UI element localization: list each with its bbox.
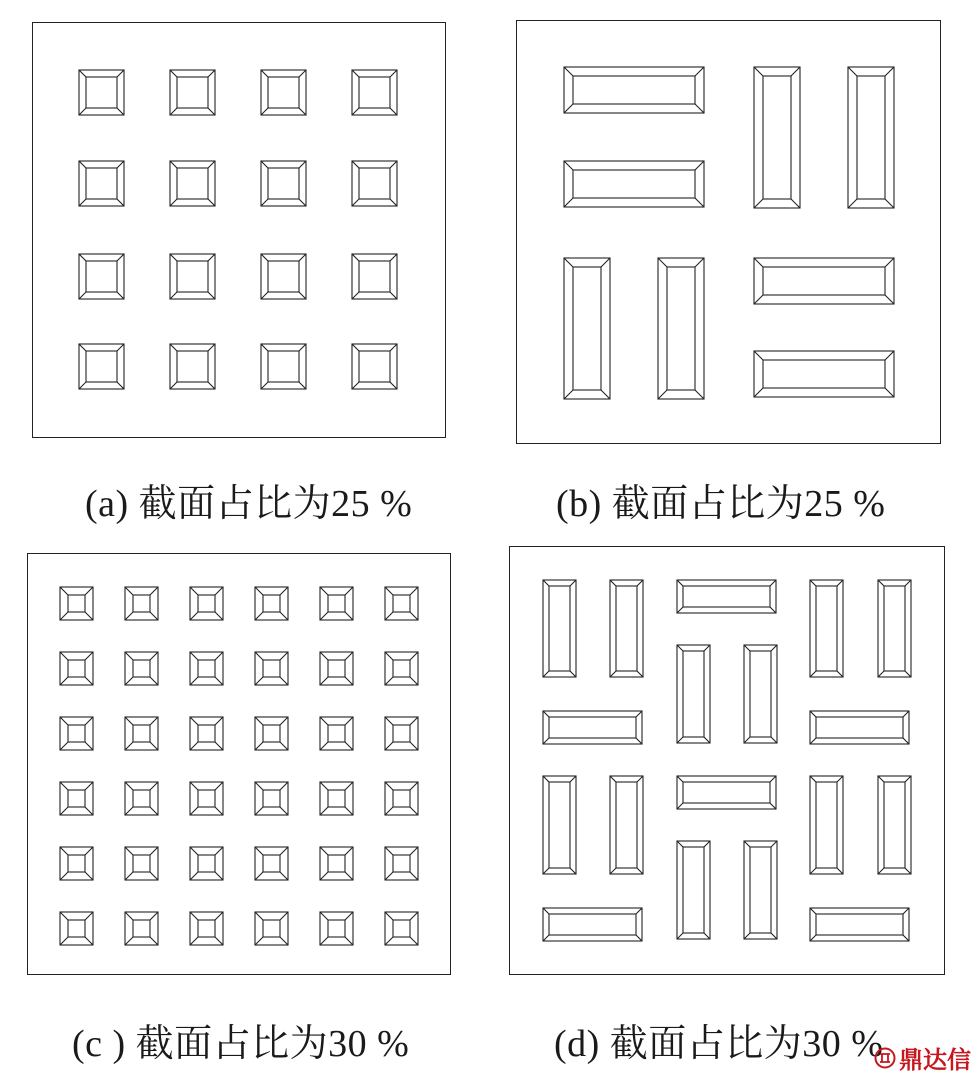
bar-opening (810, 776, 843, 874)
square-opening (60, 652, 93, 685)
panel-b-rect-pattern (516, 20, 941, 444)
panel-a-square-grid (32, 22, 446, 438)
square-opening (255, 912, 288, 945)
square-opening (60, 912, 93, 945)
square-opening (170, 254, 215, 299)
panel-d-drawing (510, 547, 944, 974)
bar-opening (610, 776, 643, 874)
square-opening (320, 847, 353, 880)
bar-opening (543, 580, 576, 677)
square-opening (352, 161, 397, 206)
bar-opening (658, 258, 704, 399)
square-opening (255, 847, 288, 880)
square-opening (125, 587, 158, 620)
square-opening (190, 847, 223, 880)
bar-opening (754, 67, 800, 208)
square-opening (261, 161, 306, 206)
panel-c-drawing (28, 554, 450, 974)
square-opening (170, 344, 215, 389)
square-opening (60, 782, 93, 815)
square-opening (261, 70, 306, 115)
bar-opening (543, 908, 642, 941)
square-opening (79, 161, 124, 206)
square-opening (125, 717, 158, 750)
bar-opening (744, 645, 777, 743)
square-opening (125, 847, 158, 880)
square-opening (255, 782, 288, 815)
square-opening (255, 587, 288, 620)
square-opening (125, 782, 158, 815)
bar-opening (810, 580, 843, 677)
bar-opening (677, 841, 710, 939)
square-opening (255, 652, 288, 685)
bar-opening (744, 841, 777, 939)
bar-opening (564, 161, 704, 207)
square-opening (60, 587, 93, 620)
square-opening (190, 587, 223, 620)
square-opening (125, 652, 158, 685)
square-opening (60, 717, 93, 750)
square-opening (385, 587, 418, 620)
panel-d-rect-pattern (509, 546, 945, 975)
bar-opening (848, 67, 894, 208)
square-opening (320, 652, 353, 685)
panel-c-square-grid (27, 553, 451, 975)
bar-opening (754, 258, 894, 304)
bar-opening (677, 776, 776, 809)
bar-opening (677, 580, 776, 613)
square-opening (60, 847, 93, 880)
square-opening (125, 912, 158, 945)
square-opening (190, 912, 223, 945)
panel-b-drawing (517, 21, 940, 443)
bar-opening (543, 711, 642, 744)
square-opening (170, 70, 215, 115)
bar-opening (878, 776, 911, 874)
bar-opening (564, 258, 610, 399)
bar-opening (754, 351, 894, 397)
square-opening (170, 161, 215, 206)
bar-opening (677, 645, 710, 743)
square-opening (320, 587, 353, 620)
square-opening (190, 652, 223, 685)
bar-opening (564, 67, 704, 113)
square-opening (255, 717, 288, 750)
square-opening (385, 782, 418, 815)
square-opening (79, 254, 124, 299)
square-opening (320, 717, 353, 750)
watermark-text: 鼎达信 (899, 1046, 971, 1074)
bar-opening (610, 580, 643, 677)
square-opening (385, 912, 418, 945)
square-opening (320, 782, 353, 815)
square-opening (385, 717, 418, 750)
square-opening (79, 344, 124, 389)
bar-opening (878, 580, 911, 677)
bar-opening (810, 711, 909, 744)
caption-a: (a) 截面占比为25 % (85, 483, 413, 525)
square-opening (261, 344, 306, 389)
square-opening (352, 254, 397, 299)
square-opening (385, 652, 418, 685)
caption-b: (b) 截面占比为25 % (556, 483, 886, 525)
square-opening (261, 254, 306, 299)
bar-opening (810, 908, 909, 941)
square-opening (320, 912, 353, 945)
square-opening (385, 847, 418, 880)
watermark (874, 1040, 971, 1075)
square-opening (352, 344, 397, 389)
square-opening (190, 782, 223, 815)
square-opening (352, 70, 397, 115)
square-opening (190, 717, 223, 750)
square-opening (79, 70, 124, 115)
caption-d: (d) 截面占比为30 % (554, 1023, 884, 1065)
caption-c: (c ) 截面占比为30 % (72, 1023, 410, 1065)
watermark-logo-icon (874, 1047, 896, 1069)
bar-opening (543, 776, 576, 874)
panel-a-drawing (33, 23, 445, 437)
